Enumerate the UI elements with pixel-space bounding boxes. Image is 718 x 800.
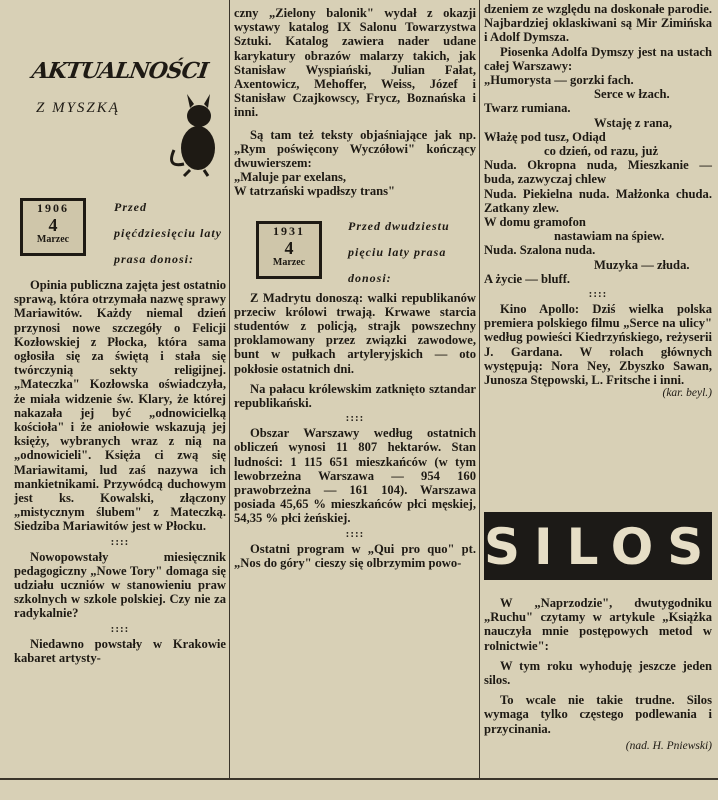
verse-line: Nuda. Szalona nuda. <box>484 243 596 258</box>
signature-kar-beyl: (kar. beyl.) <box>662 387 712 400</box>
separator: :::: <box>345 412 365 425</box>
headline-1931: Przed dwudziestu pięciu laty prasa donosi: <box>348 218 450 285</box>
silos-intro: W „Naprzodzie", dwutygodniku „Ruchu" czytamy w artykule „Książka nauczyła mnie postępowych metod w rolnictwie": <box>484 596 712 653</box>
silos-section <box>484 512 718 752</box>
verse-line: „Humorysta — gorzki fach. <box>484 73 634 88</box>
verse-line: Nuda. Okropna nuda, Mieszkanie — buda, zazwyczaj chlew <box>484 158 712 187</box>
verse-line: Serce w łzach. <box>594 87 670 102</box>
column-1 <box>14 0 226 665</box>
separator: :::: <box>110 622 130 635</box>
quote-line-2: W tatrzański wpadłszy trans" <box>234 184 396 199</box>
silos-quote: W tym roku wyhoduję jeszcze jeden silos. <box>484 658 712 688</box>
article-qui-pro-quo: Ostatni program w „Qui pro quo" pt. „Nos do góry" cieszy się olbrzymim powo- <box>234 541 476 570</box>
date-year: 1906 <box>37 201 69 215</box>
verse-line: nastawiam na śpiew. <box>554 229 665 244</box>
column-3 <box>484 0 718 752</box>
article-warszawa: Obszar Warszawy według ostatnich obliczeń wynosi 11 807 hektarów. Stan ludności: 1 115 651 mieszkańców (w tym lewobrzeżna Warszawa — 954 160 prawobrzeżna — 161 104). Warszawa posiada 45,65 % mieszkańców płci męskiej, 54,35 % płci żeńskiej. <box>234 426 476 526</box>
article-katalog: czny „Zielony balonik" wydał z okazji wystawy katalog IX Salonu Towarzystwa Sztuki. Katalog zawiera nader udane karykatury obrazów malarzy takich, jak Stanisław Wyspiański, Julian Fałat, Axentowicz, Mehoffer, Weiss, Józef i Stanisław Czajkowscy, Frycz, Boznańska i inni. <box>234 6 476 120</box>
verse-line: Muzyka — złuda. <box>594 257 690 272</box>
verse-line: Nuda. Piekielna nuda. Małżonka chuda. Zatkany zlew. <box>484 186 712 215</box>
song-verse <box>484 73 712 286</box>
date-day: 4 <box>48 215 58 235</box>
article-mariawici: Opinia publiczna zajęta jest ostatnio sprawą, która otrzymała nazwę sprawy Mariawitów. Każdy niemal dzień przynosi nowe szczegóły o Felicji Kozłowskiej z Płocka, która sama ogłosiła się za świętą i stała się twórczynią sekty religijnej. „Mateczka" Kozłowska oświadczyła, że miała widzenie św. Klary, że której nakazała jej być „odnowicielką kościoła" i że aniołowie wskazują jej księży, wybranych wraz z nią na „odnowicieli". Księża ci zwą się Mariawitami, lud zaś nazywa ich mankietnikami. Przywódcą duchowym jest ks. Kowalski, złączony „mistycznym ślubem" z Mateczką. Siedziba Mariawitów jest w Płocku. <box>14 278 226 534</box>
article-piosenka: Piosenka Adolfa Dymszy jest na ustach całej Warszawy: <box>484 44 712 73</box>
date-box-1931 <box>256 221 322 279</box>
article-dymsza: dzeniem ze względu na doskonałe parodie. Najbardziej oklaskiwani są Mir Zimińska i Adolf Dymsza. <box>484 2 712 45</box>
separator: :::: <box>345 527 365 540</box>
article-apollo: Kino Apollo: Dziś wielka polska premiera polskiego filmu „Serce na ulicy" według powieści Kiedrzyńskiego, reżyserii J. Gardana. W rolach głównych występują: Nora Ney, Zbyszko Sawan, Junosza Stępowski, L. Fritsche i inni. <box>484 302 712 388</box>
signature-pniewski: (nad. H. Pniewski) <box>625 739 712 752</box>
date-day: 4 <box>284 237 294 258</box>
separator: :::: <box>588 288 608 301</box>
date-year: 1931 <box>273 223 305 238</box>
verse-line: Włażę pod tusz, Odiąd <box>484 129 606 144</box>
verse-line: W domu gramofon <box>484 215 586 230</box>
date-month: Marzec <box>272 256 306 268</box>
silos-title: SILOS <box>484 512 712 580</box>
verse-line: Wstaję z rana, <box>594 115 672 130</box>
verse-line: A życie — bluff. <box>484 271 571 286</box>
article-madryt: Z Madrytu donoszą: walki republikanów przeciw królowi trwają. Krwawe starcia studentów z policją, strajk powszechny proklamowany przez związki zawodowe, bunt w pułkach artyleryjskich — oto pokłosie ostatnich dni. <box>234 290 476 376</box>
date-box-1906 <box>20 198 86 256</box>
article-nowe-tory: Nowopowstały miesięcznik pedagogiczny „Nowe Tory" domaga się udziału uczniów w stanowieniu praw szkolnych w szkole polskiej. Czy nie za radykalnie? <box>14 549 226 621</box>
article-rym: Są tam też teksty objaśniające jak np. „Rym poświęcony Wyczółowi" kończący dwuwierszem: <box>234 127 476 171</box>
silos-comment: To wcale nie takie trudne. Silos wymaga tylko częstego podlewania i przycinania. <box>484 693 712 736</box>
verse-line: Twarz rumiana. <box>484 101 571 116</box>
section-subtitle: Z MYSZKĄ <box>36 100 120 116</box>
section-logo <box>14 0 226 188</box>
article-palac: Na pałacu królewskim zatknięto sztandar republikański. <box>234 381 476 411</box>
quote-line-1: „Maluje par exelans, <box>234 170 347 185</box>
verse-line: co dzień, od razu, już <box>544 144 659 159</box>
column-2 <box>234 0 476 570</box>
separator: :::: <box>110 535 130 548</box>
article-kabaret: Niedawno powstały w Krakowie kabaret artysty- <box>14 636 226 665</box>
mouse-icon <box>164 84 224 184</box>
date-month: Marzec <box>36 234 70 245</box>
headline-1906: Przed pięćdziesięciu laty prasa donosi: <box>114 200 222 266</box>
section-title: AKTUALNOŚCI <box>30 58 210 84</box>
